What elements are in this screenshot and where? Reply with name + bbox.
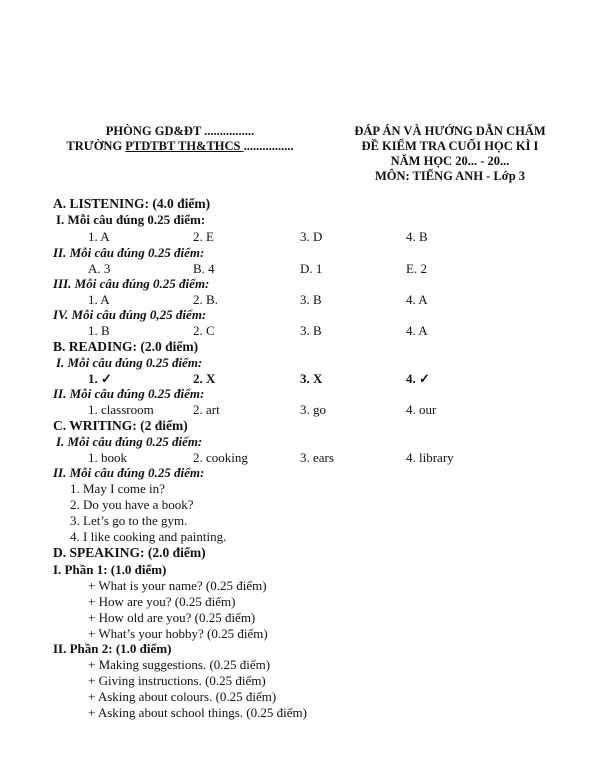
writing-part2-label: II. Mỗi câu đúng 0.25 điểm: [53,465,205,480]
doc-title: ĐÁP ÁN VÀ HƯỚNG DẪN CHẤM [354,124,546,138]
answer: 2. C [193,323,215,338]
answer: 2. B. [193,292,218,307]
answer: 4. A [406,323,428,338]
school-name-line [55,139,305,154]
answer: 1. A [88,229,110,244]
prompt-line: + Asking about colours. (0.25 điểm) [88,689,277,704]
answer: 3. ears [300,450,334,465]
answer: 1. classroom [88,402,154,417]
answer: 4. A [406,292,428,307]
writing-part1-label: I. Mỗi câu đúng 0.25 điểm: [56,434,203,449]
answer: 4. library [406,450,454,465]
sentence-line: 2. Do you have a book? [70,497,194,512]
answer: E. 2 [406,261,427,276]
answer: 1. A [88,292,110,307]
school-name-suffix: ................ [243,139,294,153]
answer: B. 4 [193,261,215,276]
answer: 4. our [406,402,437,417]
answer: D. 1 [300,261,323,276]
answer: 3. X [300,371,323,386]
answer: 1. book [88,450,127,465]
writing-heading: C. WRITING: (2 điểm) [53,418,188,433]
answer: 1. ✓ [88,371,112,386]
listening-part4-label: IV. Mỗi câu đúng 0,25 điểm: [53,307,207,322]
school-year: NĂM HỌC 20... - 20... [390,154,510,168]
reading-heading: B. READING: (2.0 điểm) [53,339,199,354]
answer: 2. cooking [193,450,248,465]
answer: 3. B [300,292,322,307]
answer: 1. B [88,323,110,338]
school-name-underlined: PTDTBT TH&THCS [125,139,244,153]
listening-heading: A. LISTENING: (4.0 điểm) [53,196,211,211]
school-dept-line: PHÒNG GD&ĐT ................ [105,124,255,138]
answer: 2. art [193,402,220,417]
prompt-line: + How are you? (0.25 điểm) [88,594,236,609]
school-name-prefix: TRƯỜNG [66,139,126,153]
sentence-line: 1. May I come in? [70,481,165,496]
sentence-line: 3. Let’s go to the gym. [70,513,188,528]
prompt-line: + Making suggestions. (0.25 điểm) [88,657,271,672]
prompt-line: + Giving instructions. (0.25 điểm) [88,673,266,688]
speaking-part1-label: I. Phần 1: (1.0 điểm) [53,562,167,577]
prompt-line: + How old are you? (0.25 điểm) [88,610,256,625]
reading-part2-label: II. Mỗi câu đúng 0.25 điểm: [53,386,205,401]
prompt-line: + What is your name? (0.25 điểm) [88,578,267,593]
answer: 3. B [300,323,322,338]
answer: 4. ✓ [406,371,430,386]
answer: 3. D [300,229,323,244]
answer: A. 3 [88,261,111,276]
doc-subtitle: ĐỀ KIỂM TRA CUỐI HỌC KÌ I [361,139,539,153]
listening-part2-label: II. Mỗi câu đúng 0.25 điểm: [53,245,205,260]
reading-part1-label: I. Mỗi câu đúng 0.25 điểm: [56,355,203,370]
prompt-line: + Asking about school things. (0.25 điểm) [88,705,307,720]
answer: 2. E [193,229,214,244]
listening-part3-label: III. Mỗi câu đúng 0.25 điểm: [53,276,210,291]
listening-part1-label: I. Mỗi câu đúng 0.25 điểm: [56,212,206,227]
prompt-line: + What’s your hobby? (0.25 điểm) [88,626,268,641]
sentence-line: 4. I like cooking and painting. [70,529,227,544]
speaking-heading: D. SPEAKING: (2.0 điểm) [53,545,206,560]
subject-line: MÔN: TIẾNG ANH - Lớp 3 [374,169,526,183]
answer: 4. B [406,229,428,244]
speaking-part2-label: II. Phần 2: (1.0 điểm) [53,641,172,656]
answer: 2. X [193,371,216,386]
answer: 3. go [300,402,326,417]
